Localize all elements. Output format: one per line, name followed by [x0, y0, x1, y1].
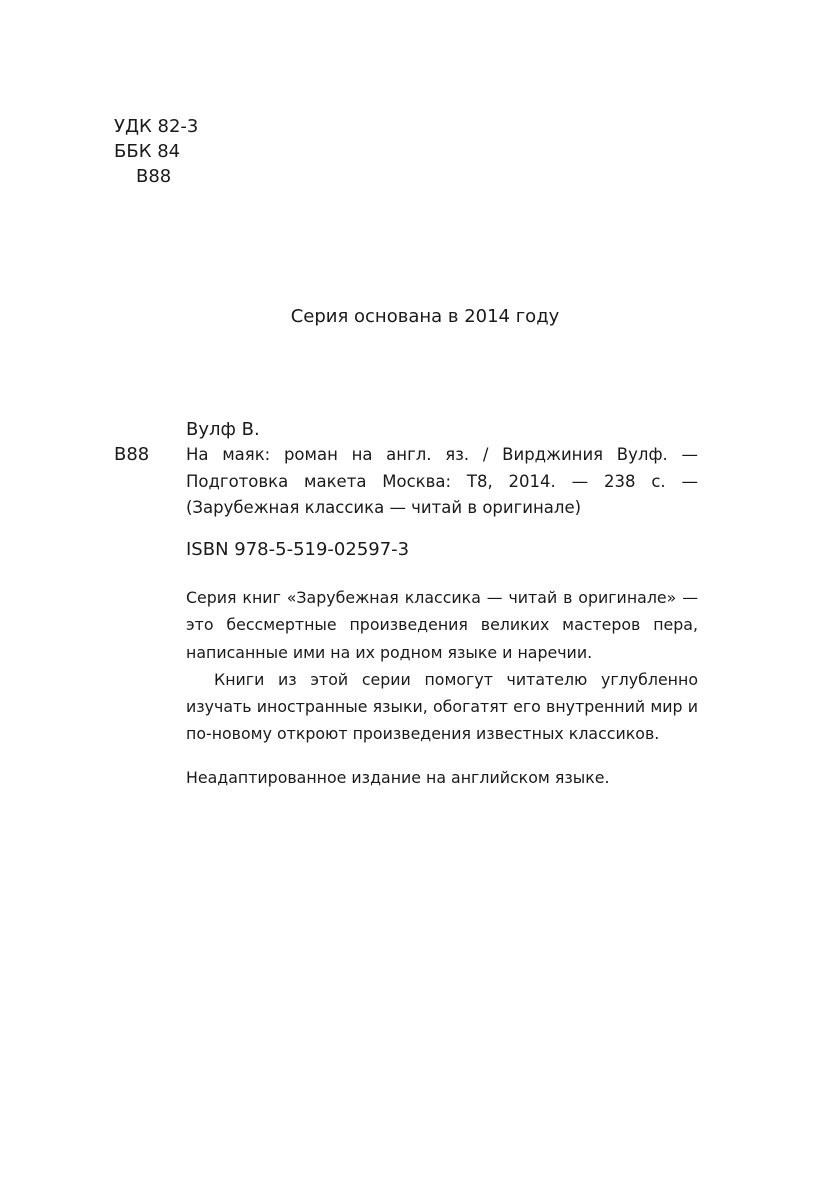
author-name: Вулф В.: [186, 419, 260, 440]
edition-note: Неадаптированное издание на английском языке.: [186, 768, 610, 787]
bibliographic-entry: На маяк: роман на англ. яз. / Вирджиния Вулф. — Подготовка макета Москва: T8, 2014. — 238 с. — (Зарубежная классика — читай в оригинале): [186, 445, 698, 517]
classification-codes: [114, 114, 198, 189]
series-founded-note: Серия основана в 2014 году: [290, 306, 560, 327]
bbk-code: ББК 84: [114, 141, 181, 162]
annotation-paragraph: Серия книг «Зарубежная классика — читай в оригинале» — это бессмертные произведения великих мастеров пера, написанные ими на их родном языке и наречии.: [186, 588, 698, 662]
cutter-code-top: В88: [136, 166, 172, 187]
isbn: ISBN 978-5-519-02597-3: [186, 539, 410, 560]
annotation-paragraph: Книги из этой серии помогут читателю углубленно изучать иностранные языки, обогатят его внутренний мир и по-новому откроют произведения известных классиков.: [186, 669, 698, 744]
cutter-code-entry: В88: [114, 444, 150, 465]
udk-code: УДК 82-3: [114, 116, 199, 137]
annotation: [186, 584, 698, 748]
